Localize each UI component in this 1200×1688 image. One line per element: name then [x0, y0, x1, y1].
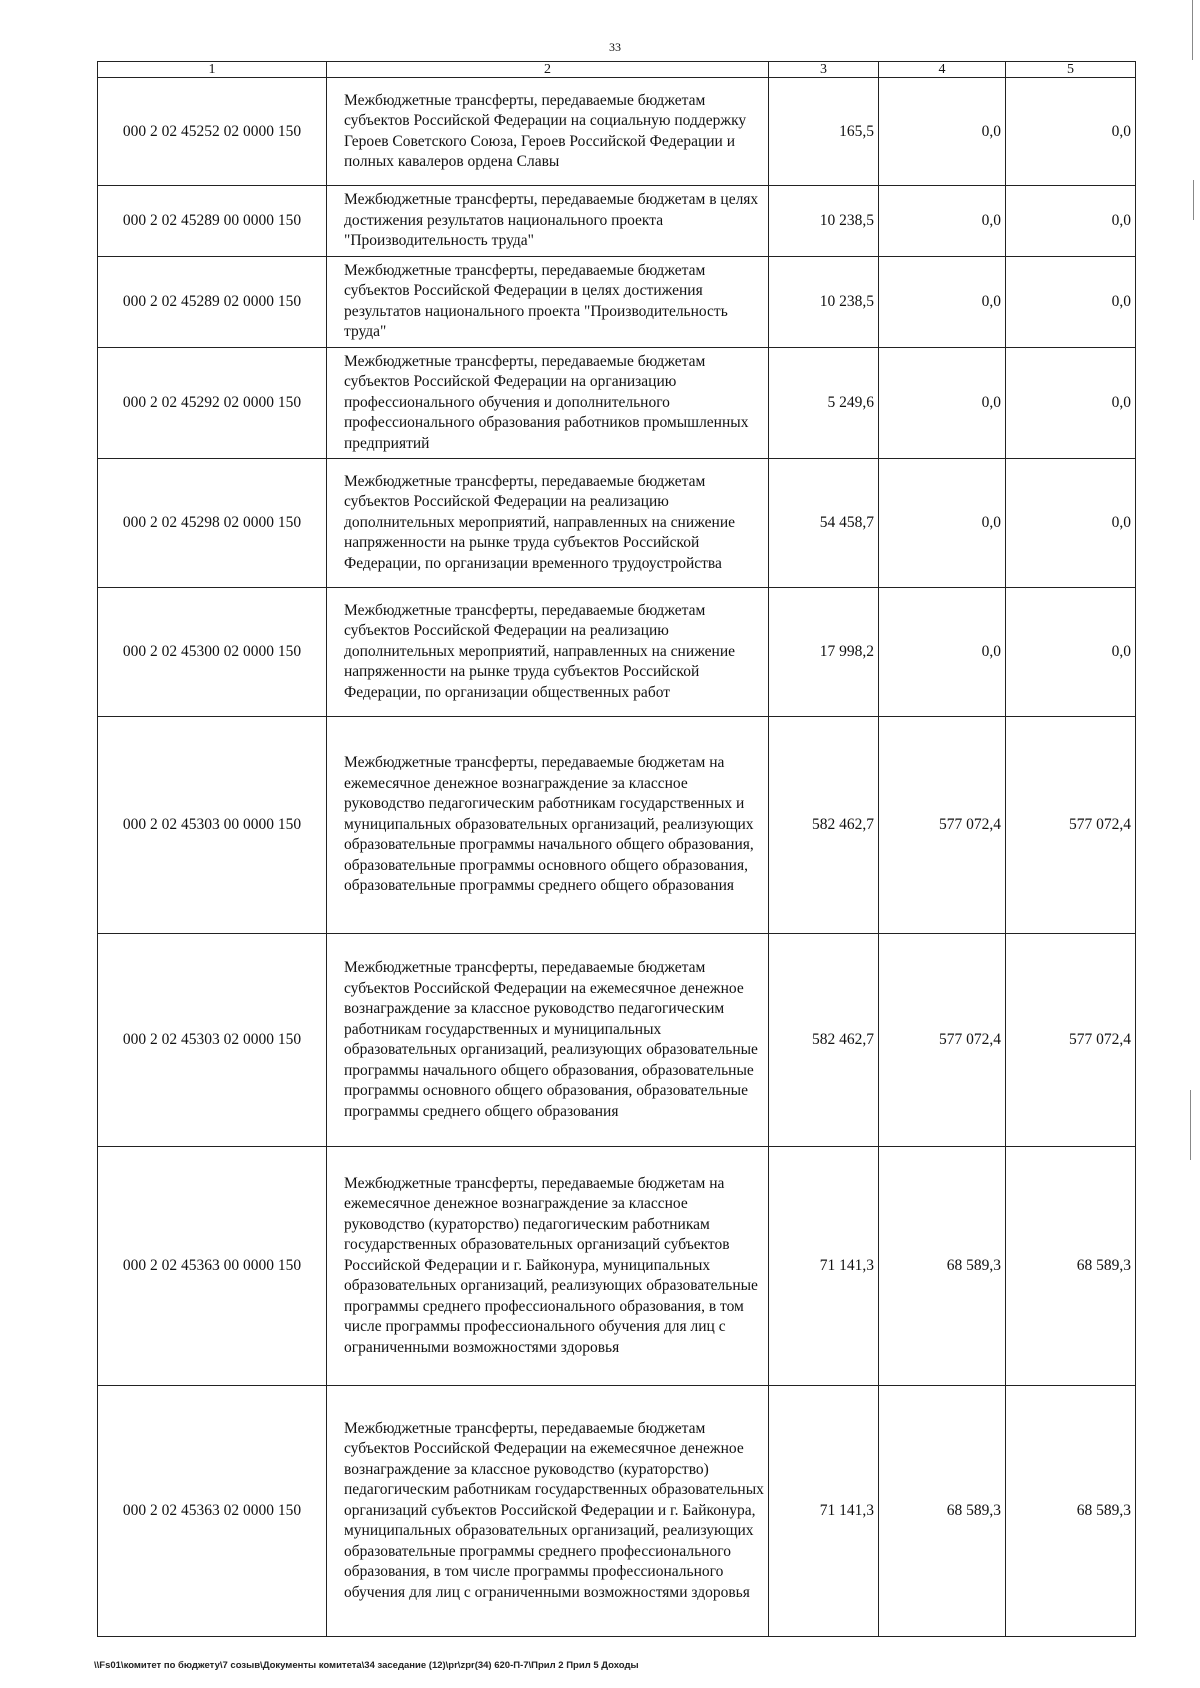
budget-code-cell: 000 2 02 45289 02 0000 150 [98, 256, 327, 347]
description-cell: Межбюджетные трансферты, передаваемые бюджетам субъектов Российской Федерации на реализацию дополнительных мероприятий, направленных на снижение напряженности на рынке труда субъектов Российской Федерации, по организации временного трудоустройства [327, 459, 769, 588]
value-col3-cell: 5 249,6 [769, 347, 879, 459]
description-cell: Межбюджетные трансферты, передаваемые бюджетам субъектов Российской Федерации в целях достижения результатов национального проекта "Производительность труда" [327, 256, 769, 347]
file-path-footer: \\Fs01\комитет по бюджету\7 созыв\Документы комитета\34 заседание (12)\pr\zpr(34) 620-П-7\Прил 2 Прил 5 Доходы [94, 1660, 639, 1671]
column-header: 3 [769, 62, 879, 78]
budget-code-cell: 000 2 02 45292 02 0000 150 [98, 347, 327, 459]
value-col4-cell: 577 072,4 [879, 717, 1006, 934]
description-cell: Межбюджетные трансферты, передаваемые бюджетам в целях достижения результатов национального проекта "Производительность труда" [327, 186, 769, 257]
table-row [98, 588, 1136, 717]
value-col3-cell: 582 462,7 [769, 934, 879, 1147]
value-col5-cell: 68 589,3 [1006, 1386, 1136, 1637]
scan-edge-mark [1190, 1090, 1191, 1160]
value-col4-cell: 68 589,3 [879, 1386, 1006, 1637]
column-header: 4 [879, 62, 1006, 78]
value-col5-cell: 0,0 [1006, 347, 1136, 459]
description-cell: Межбюджетные трансферты, передаваемые бюджетам субъектов Российской Федерации на ежемесячное денежное вознаграждение за классное руководство (кураторство) педагогическим работникам государственных образовательных организаций субъектов Российской Федерации и г. Байконура, муниципальных образовательных организаций, реализующих образовательные программы среднего профессионального образования, в том числе программы профессионального обучения для лиц с ограниченными возможностями здоровья [327, 1386, 769, 1637]
value-col3-cell: 10 238,5 [769, 256, 879, 347]
value-col5-cell: 577 072,4 [1006, 717, 1136, 934]
table-row [98, 78, 1136, 186]
budget-code-cell: 000 2 02 45303 00 0000 150 [98, 717, 327, 934]
table-row [98, 186, 1136, 257]
value-col5-cell: 0,0 [1006, 78, 1136, 186]
value-col5-cell: 0,0 [1006, 186, 1136, 257]
value-col3-cell: 54 458,7 [769, 459, 879, 588]
description-cell: Межбюджетные трансферты, передаваемые бюджетам на ежемесячное денежное вознаграждение за классное руководство педагогическим работникам государственных и муниципальных образовательных организаций, реализующих образовательные программы начального общего образования, образовательные программы основного общего образования, образовательные программы среднего общего образования [327, 717, 769, 934]
value-col4-cell: 0,0 [879, 256, 1006, 347]
scan-edge-mark [1192, 0, 1193, 60]
description-cell: Межбюджетные трансферты, передаваемые бюджетам субъектов Российской Федерации на организацию профессионального обучения и дополнительного профессионального образования работников промышленных предприятий [327, 347, 769, 459]
value-col3-cell: 71 141,3 [769, 1147, 879, 1386]
revenue-table [97, 61, 1136, 1637]
table-row [98, 934, 1136, 1147]
table-row [98, 256, 1136, 347]
description-cell: Межбюджетные трансферты, передаваемые бюджетам субъектов Российской Федерации на социальную поддержку Героев Советского Союза, Героев Российской Федерации и полных кавалеров ордена Славы [327, 78, 769, 186]
column-header: 2 [327, 62, 769, 78]
budget-code-cell: 000 2 02 45303 02 0000 150 [98, 934, 327, 1147]
table-row [98, 459, 1136, 588]
value-col4-cell: 0,0 [879, 347, 1006, 459]
value-col5-cell: 0,0 [1006, 459, 1136, 588]
value-col3-cell: 10 238,5 [769, 186, 879, 257]
value-col5-cell: 577 072,4 [1006, 934, 1136, 1147]
column-header: 5 [1006, 62, 1136, 78]
scan-edge-mark [1193, 180, 1194, 220]
table-row [98, 347, 1136, 459]
value-col5-cell: 68 589,3 [1006, 1147, 1136, 1386]
budget-code-cell: 000 2 02 45300 02 0000 150 [98, 588, 327, 717]
description-cell: Межбюджетные трансферты, передаваемые бюджетам на ежемесячное денежное вознаграждение за классное руководство (кураторство) педагогическим работникам государственных образовательных организаций субъектов Российской Федерации и г. Байконура, муниципальных образовательных организаций, реализующих образовательные программы среднего профессионального образования, в том числе программы профессионального обучения для лиц с ограниченными возможностями здоровья [327, 1147, 769, 1386]
value-col4-cell: 0,0 [879, 588, 1006, 717]
value-col3-cell: 71 141,3 [769, 1386, 879, 1637]
value-col4-cell: 0,0 [879, 459, 1006, 588]
budget-code-cell: 000 2 02 45363 02 0000 150 [98, 1386, 327, 1637]
table-row [98, 1147, 1136, 1386]
description-cell: Межбюджетные трансферты, передаваемые бюджетам субъектов Российской Федерации на реализацию дополнительных мероприятий, направленных на снижение напряженности на рынке труда субъектов Российской Федерации, по организации общественных работ [327, 588, 769, 717]
page-number: 33 [609, 40, 621, 54]
budget-code-cell: 000 2 02 45289 00 0000 150 [98, 186, 327, 257]
value-col3-cell: 165,5 [769, 78, 879, 186]
budget-code-cell: 000 2 02 45252 02 0000 150 [98, 78, 327, 186]
column-header: 1 [98, 62, 327, 78]
value-col4-cell: 0,0 [879, 186, 1006, 257]
table-row [98, 1386, 1136, 1637]
budget-code-cell: 000 2 02 45363 00 0000 150 [98, 1147, 327, 1386]
value-col4-cell: 0,0 [879, 78, 1006, 186]
budget-code-cell: 000 2 02 45298 02 0000 150 [98, 459, 327, 588]
table-row [98, 717, 1136, 934]
description-cell: Межбюджетные трансферты, передаваемые бюджетам субъектов Российской Федерации на ежемесячное денежное вознаграждение за классное руководство педагогическим работникам государственных и муниципальных образовательных организаций, реализующих образовательные программы начального общего образования, образовательные программы основного общего образования, образовательные программы среднего общего образования [327, 934, 769, 1147]
value-col5-cell: 0,0 [1006, 256, 1136, 347]
value-col3-cell: 17 998,2 [769, 588, 879, 717]
column-number-header-row [98, 62, 1136, 78]
value-col5-cell: 0,0 [1006, 588, 1136, 717]
value-col3-cell: 582 462,7 [769, 717, 879, 934]
value-col4-cell: 577 072,4 [879, 934, 1006, 1147]
value-col4-cell: 68 589,3 [879, 1147, 1006, 1386]
